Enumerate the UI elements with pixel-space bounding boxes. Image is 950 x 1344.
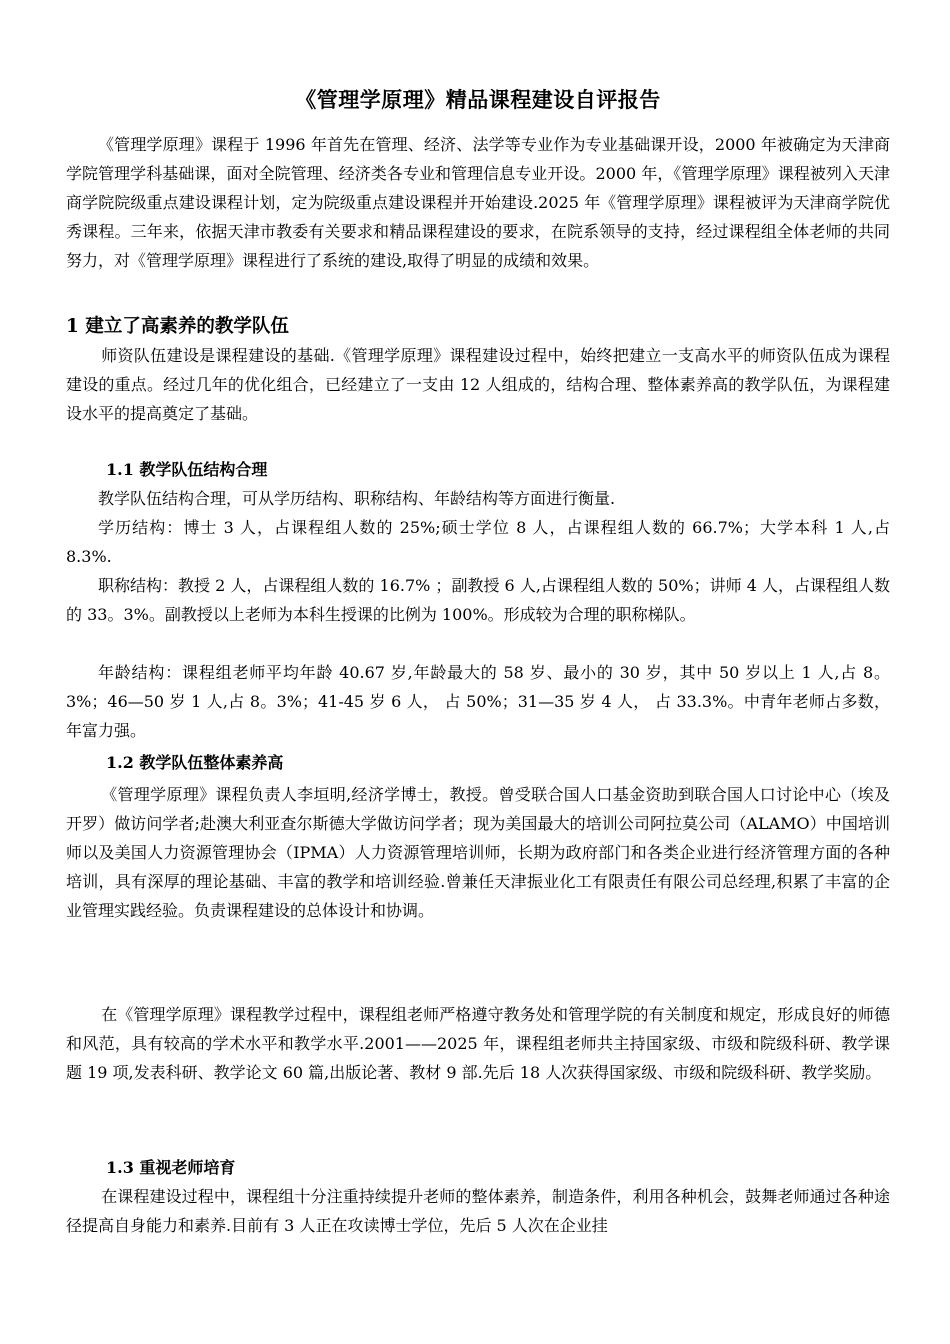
age-structure-paragraph: 年龄结构：课程组老师平均年龄 40.67 岁,年龄最大的 58 岁、最小的 30 岁，其中 50 岁以上 1 人,占 8。3%；46—50 岁 1 人,占 8。3%；41-45 岁 6 人， 占 50%；31—35 岁 4 人， 占 33.3%。中青年老师占多数，年富力强。 (66, 663, 890, 740)
course-leader-paragraph: 《管理学原理》课程负责人李垣明,经济学博士，教授。曾受联合国人口基金资助到联合国人口讨论中心（埃及开罗）做访问学者;赴澳大利亚查尔斯德大学做访问学者；现为美国最大的培训公司阿拉莫公司（ALAMO）中国培训师以及美国人力资源管理协会（IPMA）人力资源管理培训师，长期为政府部门和各类企业进行经济管理方面的各种培训，具有深厚的理论基础、丰富的教学和培训经验.曾兼任天津振业化工有限责任有限公司总经理,积累了丰富的企业管理实践经验。负责课程建设的总体设计和协调。 (66, 785, 890, 920)
section-1-2-heading: 1.2 教学队伍整体素养高 (106, 753, 284, 772)
intro-paragraph: 《管理学原理》课程于 1996 年首先在管理、经济、法学等专业作为专业基础课开设，2000 年被确定为天津商学院管理学科基础课，面对全院管理、经济类各专业和管理信息专业开设。2000 年，《管理学原理》课程被列入天津商学院院级重点建设课程计划，定为院级重点建设课程并开始建设.2025 年《管理学原理》课程被评为天津商学院优秀课程。三年来，依据天津市教委有关要求和精品课程建设的要求，在院系领导的支持，经过课程组全体老师的共同努力，对《管理学原理》课程进行了系统的建设,取得了明显的成绩和效果。 (66, 135, 890, 270)
section-1-1-heading: 1.1 教学队伍结构合理 (106, 460, 268, 479)
title-structure-paragraph: 职称结构：教授 2 人，占课程组人数的 16.7% ；副教授 6 人,占课程组人数的 50%；讲师 4 人，占课程组人数的 33。3%。副教授以上老师为本科生授课的比例为 100%。形成较为合理的职称梯队。 (66, 576, 890, 624)
teaching-achievement-paragraph: 在《管理学原理》课程教学过程中，课程组老师严格遵守教务处和管理学院的有关制度和规定，形成良好的师德和风范，具有较高的学术水平和教学水平.2001——2025 年，课程组老师共主持国家级、市级和院级科研、教学课题 19 项,发表科研、教学论文 60 篇,出版论著、教材 9 部.先后 18 人次获得国家级、市级和院级科研、教学奖励。 (66, 1005, 890, 1082)
document-title: 《管理学原理》精品课程建设自评报告 (295, 87, 661, 112)
section-1-paragraph: 师资队伍建设是课程建设的基础.《管理学原理》课程建设过程中，始终把建立一支高水平的师资队伍成为课程建设的重点。经过几年的优化组合，已经建立了一支由 12 人组成的，结构合理、整体素养高的教学队伍，为课程建设水平的提高奠定了基础。 (66, 346, 890, 423)
section-1-heading: 1 建立了高素养的教学队伍 (66, 316, 289, 337)
teacher-training-paragraph: 在课程建设过程中，课程组十分注重持续提升老师的整体素养，制造条件，利用各种机会，鼓舞老师通过各种途径提高自身能力和素养.目前有 3 人正在攻读博士学位，先后 5 人次在企业挂 (66, 1187, 890, 1235)
section-1-3-heading: 1.3 重视老师培育 (106, 1158, 236, 1177)
education-structure-paragraph: 学历结构：博士 3 人，占课程组人数的 25%;硕士学位 8 人，占课程组人数的 66.7%；大学本科 1 人,占 8.3%. (66, 518, 890, 566)
structure-paragraph: 教学队伍结构合理，可从学历结构、职称结构、年龄结构等方面进行衡量. (98, 489, 616, 508)
